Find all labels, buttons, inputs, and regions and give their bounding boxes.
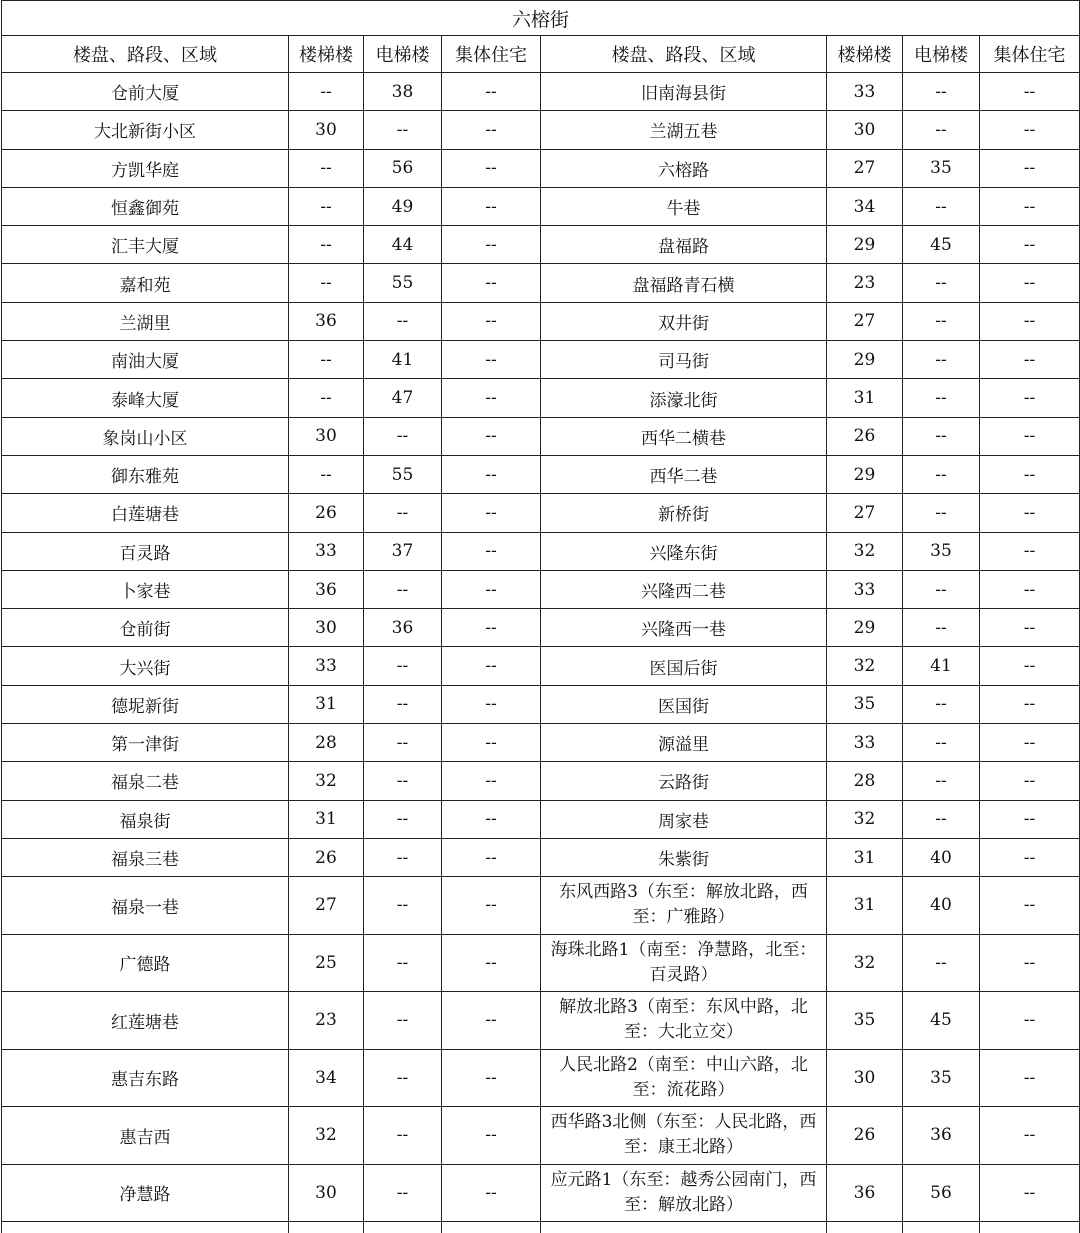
table-row (2, 379, 1080, 417)
price-cell: 41 (903, 647, 980, 685)
price-cell: 36 (364, 609, 442, 647)
price-cell: 33 (289, 647, 364, 685)
price-cell: -- (903, 187, 980, 225)
table-row (2, 302, 1080, 340)
price-cell: -- (980, 1049, 1080, 1107)
price-cell: -- (442, 111, 541, 149)
price-cell: -- (442, 609, 541, 647)
price-cell: 27 (827, 149, 903, 187)
price-cell: -- (289, 187, 364, 225)
price-cell: 23 (289, 992, 364, 1050)
price-cell: -- (364, 992, 442, 1050)
price-cell: -- (364, 1049, 442, 1107)
location-cell: 源溢里 (541, 724, 827, 762)
price-cell: 44 (364, 226, 442, 264)
table-title: 六榕街 (2, 1, 1080, 36)
location-cell: 大北新街小区 (2, 111, 289, 149)
price-cell: -- (442, 187, 541, 225)
empty-cell (980, 1222, 1080, 1233)
price-cell: 30 (289, 1164, 364, 1222)
location-cell: 医国街 (541, 685, 827, 723)
location-cell: 西华二巷 (541, 455, 827, 493)
price-cell: 36 (903, 1107, 980, 1165)
price-table (1, 0, 1080, 1233)
price-cell: -- (442, 379, 541, 417)
location-cell: 第一津街 (2, 724, 289, 762)
header-row (2, 36, 1080, 73)
price-cell: -- (903, 570, 980, 608)
location-cell: 周家巷 (541, 800, 827, 838)
price-cell: 30 (289, 609, 364, 647)
table-row (2, 111, 1080, 149)
price-cell: -- (442, 1164, 541, 1222)
price-cell: -- (903, 455, 980, 493)
price-cell: -- (903, 609, 980, 647)
price-cell: -- (980, 379, 1080, 417)
price-cell: -- (980, 73, 1080, 111)
table-row (2, 73, 1080, 111)
table-row (2, 877, 1080, 935)
header-cell: 电梯楼 (903, 36, 980, 73)
price-cell: -- (903, 762, 980, 800)
price-cell: 26 (289, 494, 364, 532)
header-cell: 楼盘、路段、区域 (2, 36, 289, 73)
price-cell: -- (980, 149, 1080, 187)
location-cell: 泰峰大厦 (2, 379, 289, 417)
empty-cell (903, 1222, 980, 1233)
price-cell: -- (980, 264, 1080, 302)
price-cell: -- (980, 302, 1080, 340)
price-cell: 33 (827, 724, 903, 762)
table-row (2, 149, 1080, 187)
table-row (2, 494, 1080, 532)
price-cell: -- (364, 762, 442, 800)
location-cell: 象岗山小区 (2, 417, 289, 455)
price-cell: 32 (827, 934, 903, 992)
price-cell: -- (442, 1107, 541, 1165)
table-row (2, 264, 1080, 302)
price-cell: 29 (827, 455, 903, 493)
price-cell: -- (980, 341, 1080, 379)
location-cell: 旧南海县街 (541, 73, 827, 111)
price-cell: -- (903, 264, 980, 302)
table-row (2, 341, 1080, 379)
price-cell: 35 (903, 1049, 980, 1107)
location-cell: 方凯华庭 (2, 149, 289, 187)
location-cell: 兰湖里 (2, 302, 289, 340)
location-cell: 新桥街 (541, 494, 827, 532)
price-cell: -- (364, 570, 442, 608)
location-cell: 兰湖五巷 (541, 111, 827, 149)
price-cell: -- (364, 934, 442, 992)
location-cell: 双井街 (541, 302, 827, 340)
price-cell: -- (980, 570, 1080, 608)
price-cell: -- (980, 1164, 1080, 1222)
price-cell: -- (903, 73, 980, 111)
price-cell: -- (903, 341, 980, 379)
price-cell: -- (442, 226, 541, 264)
location-cell: 仓前大厦 (2, 73, 289, 111)
location-cell: 嘉和苑 (2, 264, 289, 302)
location-cell: 西华二横巷 (541, 417, 827, 455)
price-cell: 30 (827, 111, 903, 149)
price-cell: -- (289, 73, 364, 111)
price-cell: 56 (364, 149, 442, 187)
price-cell: 26 (827, 417, 903, 455)
location-cell: 广德路 (2, 934, 289, 992)
price-cell: -- (980, 877, 1080, 935)
table-row (2, 455, 1080, 493)
header-cell: 集体住宅 (442, 36, 541, 73)
price-cell: -- (980, 1107, 1080, 1165)
price-cell: -- (980, 800, 1080, 838)
price-cell: -- (442, 494, 541, 532)
title-row (2, 1, 1080, 36)
location-cell: 人民北路2（南至：中山六路，北至：流花路） (541, 1049, 827, 1107)
location-cell: 海珠北路1（南至：净慧路，北至：百灵路） (541, 934, 827, 992)
price-cell: 35 (903, 532, 980, 570)
table-row-partial (2, 1222, 1080, 1233)
location-cell: 云路街 (541, 762, 827, 800)
price-cell: -- (364, 417, 442, 455)
price-cell: 27 (827, 302, 903, 340)
price-cell: -- (980, 226, 1080, 264)
price-cell: 25 (289, 934, 364, 992)
price-cell: -- (289, 341, 364, 379)
price-cell: -- (289, 264, 364, 302)
location-cell: 应元路1（东至：越秀公园南门，西至：解放北路） (541, 1164, 827, 1222)
price-cell: -- (442, 800, 541, 838)
price-cell: -- (903, 111, 980, 149)
price-cell: 30 (827, 1049, 903, 1107)
location-cell: 福泉三巷 (2, 838, 289, 876)
location-cell: 牛巷 (541, 187, 827, 225)
table-row (2, 609, 1080, 647)
empty-cell (2, 1222, 289, 1233)
location-cell: 红莲塘巷 (2, 992, 289, 1050)
table-row (2, 934, 1080, 992)
price-cell: 29 (827, 341, 903, 379)
price-cell: -- (364, 1107, 442, 1165)
empty-cell (827, 1222, 903, 1233)
table-row (2, 647, 1080, 685)
location-cell: 大兴街 (2, 647, 289, 685)
location-cell: 医国后街 (541, 647, 827, 685)
location-cell: 福泉一巷 (2, 877, 289, 935)
price-cell: -- (980, 494, 1080, 532)
price-cell: 35 (827, 685, 903, 723)
price-cell: 49 (364, 187, 442, 225)
price-cell: -- (289, 455, 364, 493)
table-row (2, 1164, 1080, 1222)
price-cell: 38 (364, 73, 442, 111)
price-cell: -- (289, 379, 364, 417)
price-cell: 55 (364, 455, 442, 493)
price-cell: 32 (827, 800, 903, 838)
price-cell: 32 (827, 647, 903, 685)
location-cell: 恒鑫御苑 (2, 187, 289, 225)
location-cell: 惠吉西 (2, 1107, 289, 1165)
location-cell: 兴隆东街 (541, 532, 827, 570)
table-row (2, 762, 1080, 800)
location-cell: 朱紫街 (541, 838, 827, 876)
table-row (2, 532, 1080, 570)
price-cell: -- (980, 724, 1080, 762)
price-cell: 41 (364, 341, 442, 379)
price-cell: 29 (827, 609, 903, 647)
price-cell: 32 (827, 532, 903, 570)
location-cell: 净慧路 (2, 1164, 289, 1222)
location-cell: 汇丰大厦 (2, 226, 289, 264)
price-cell: 29 (827, 226, 903, 264)
location-cell: 添濠北街 (541, 379, 827, 417)
table-row (2, 226, 1080, 264)
price-cell: 23 (827, 264, 903, 302)
location-cell: 东风西路3（东至：解放北路，西至：广雅路） (541, 877, 827, 935)
price-cell: -- (903, 379, 980, 417)
empty-cell (289, 1222, 364, 1233)
price-cell: -- (442, 685, 541, 723)
price-cell: 27 (827, 494, 903, 532)
price-cell: 30 (289, 417, 364, 455)
header-cell: 楼梯楼 (827, 36, 903, 73)
price-cell: -- (289, 226, 364, 264)
price-cell: -- (980, 934, 1080, 992)
price-cell: 31 (289, 800, 364, 838)
price-cell: -- (364, 724, 442, 762)
price-cell: -- (364, 1164, 442, 1222)
price-cell: -- (442, 724, 541, 762)
location-cell: 六榕路 (541, 149, 827, 187)
price-cell: -- (442, 838, 541, 876)
price-cell: 31 (827, 877, 903, 935)
price-cell: 36 (289, 302, 364, 340)
price-cell: -- (364, 494, 442, 532)
header-cell: 电梯楼 (364, 36, 442, 73)
price-cell: 26 (827, 1107, 903, 1165)
price-cell: -- (442, 532, 541, 570)
price-cell: 34 (827, 187, 903, 225)
price-cell: 36 (827, 1164, 903, 1222)
table-row (2, 1049, 1080, 1107)
price-cell: 31 (827, 379, 903, 417)
location-cell: 百灵路 (2, 532, 289, 570)
price-cell: -- (442, 341, 541, 379)
location-cell: 卜家巷 (2, 570, 289, 608)
price-cell: -- (903, 417, 980, 455)
location-cell: 德坭新街 (2, 685, 289, 723)
empty-cell (541, 1222, 827, 1233)
price-cell: -- (903, 685, 980, 723)
header-cell: 楼盘、路段、区域 (541, 36, 827, 73)
price-cell: 32 (289, 1107, 364, 1165)
price-cell: -- (980, 685, 1080, 723)
price-cell: -- (364, 647, 442, 685)
price-cell: 27 (289, 877, 364, 935)
price-cell: 45 (903, 992, 980, 1050)
table-row (2, 724, 1080, 762)
price-cell: 28 (289, 724, 364, 762)
location-cell: 白莲塘巷 (2, 494, 289, 532)
table-body (2, 73, 1080, 1233)
price-cell: -- (442, 73, 541, 111)
price-cell: -- (980, 647, 1080, 685)
price-cell: 40 (903, 877, 980, 935)
price-cell: 30 (289, 111, 364, 149)
location-cell: 西华路3北侧（东至：人民北路，西至：康王北路） (541, 1107, 827, 1165)
price-cell: -- (442, 762, 541, 800)
price-cell: -- (364, 838, 442, 876)
location-cell: 司马街 (541, 341, 827, 379)
price-cell: -- (442, 877, 541, 935)
price-cell: -- (442, 570, 541, 608)
price-cell: -- (980, 187, 1080, 225)
price-cell: -- (442, 934, 541, 992)
price-cell: -- (903, 494, 980, 532)
price-cell: 32 (289, 762, 364, 800)
empty-cell (364, 1222, 442, 1233)
price-cell: 35 (827, 992, 903, 1050)
price-cell: -- (442, 264, 541, 302)
table-row (2, 685, 1080, 723)
price-cell: -- (442, 149, 541, 187)
price-cell: -- (980, 838, 1080, 876)
price-cell: 33 (827, 570, 903, 608)
price-cell: -- (442, 992, 541, 1050)
location-cell: 福泉二巷 (2, 762, 289, 800)
price-cell: -- (903, 724, 980, 762)
price-cell: -- (980, 609, 1080, 647)
location-cell: 兴隆西一巷 (541, 609, 827, 647)
location-cell: 兴隆西二巷 (541, 570, 827, 608)
table-row (2, 800, 1080, 838)
location-cell: 福泉街 (2, 800, 289, 838)
location-cell: 惠吉东路 (2, 1049, 289, 1107)
table-row (2, 570, 1080, 608)
price-cell: 40 (903, 838, 980, 876)
price-cell: -- (980, 455, 1080, 493)
table-row (2, 838, 1080, 876)
price-cell: 28 (827, 762, 903, 800)
price-cell: -- (980, 111, 1080, 149)
price-cell: 55 (364, 264, 442, 302)
location-cell: 盘福路 (541, 226, 827, 264)
price-cell: 37 (364, 532, 442, 570)
price-cell: 26 (289, 838, 364, 876)
price-cell: -- (442, 302, 541, 340)
price-cell: -- (442, 1049, 541, 1107)
price-cell: 56 (903, 1164, 980, 1222)
price-cell: 34 (289, 1049, 364, 1107)
price-cell: -- (442, 455, 541, 493)
location-cell: 御东雅苑 (2, 455, 289, 493)
price-cell: 36 (289, 570, 364, 608)
price-cell: -- (442, 417, 541, 455)
price-cell: 47 (364, 379, 442, 417)
header-cell: 楼梯楼 (289, 36, 364, 73)
header-cell: 集体住宅 (980, 36, 1080, 73)
location-cell: 仓前街 (2, 609, 289, 647)
price-cell: -- (903, 800, 980, 838)
table-row (2, 187, 1080, 225)
location-cell: 南油大厦 (2, 341, 289, 379)
price-cell: -- (980, 417, 1080, 455)
price-cell: -- (980, 762, 1080, 800)
table-row (2, 992, 1080, 1050)
price-cell: -- (364, 800, 442, 838)
price-cell: 35 (903, 149, 980, 187)
price-cell: -- (364, 302, 442, 340)
price-cell: -- (903, 934, 980, 992)
price-cell: 31 (289, 685, 364, 723)
price-cell: -- (289, 149, 364, 187)
price-cell: -- (364, 111, 442, 149)
price-cell: -- (364, 877, 442, 935)
price-cell: 33 (289, 532, 364, 570)
price-cell: -- (980, 532, 1080, 570)
price-cell: 45 (903, 226, 980, 264)
empty-cell (442, 1222, 541, 1233)
price-cell: -- (364, 685, 442, 723)
price-cell: 31 (827, 838, 903, 876)
table-row (2, 417, 1080, 455)
price-cell: -- (903, 302, 980, 340)
location-cell: 解放北路3（南至：东风中路，北至：大北立交） (541, 992, 827, 1050)
price-cell: -- (442, 647, 541, 685)
price-cell: 33 (827, 73, 903, 111)
location-cell: 盘福路青石横 (541, 264, 827, 302)
price-cell: -- (980, 992, 1080, 1050)
table-row (2, 1107, 1080, 1165)
